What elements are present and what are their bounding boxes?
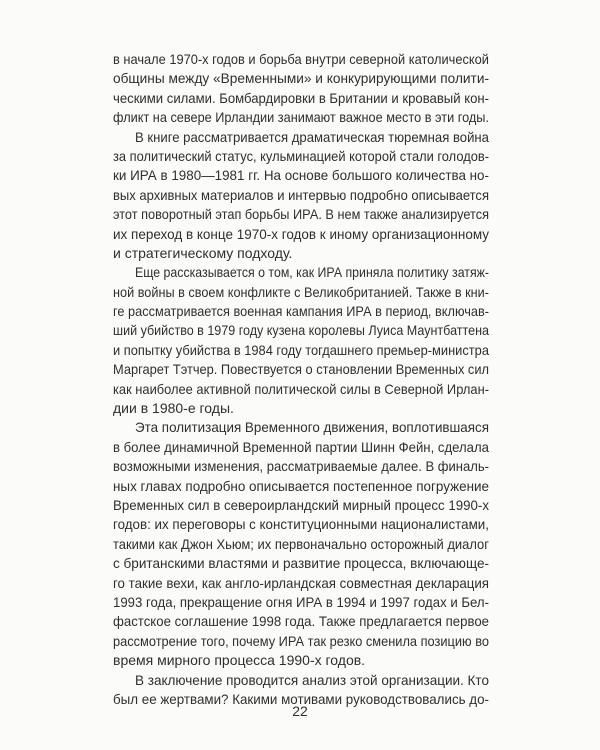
paragraph [113,128,489,264]
text-line: фликт на севере Ирландии занимают важное место в эти годы. [113,109,489,126]
text-line: Эта политизация Временного движения, воплотившаяся [135,419,490,436]
paragraph [113,418,489,670]
text-line: Еще рассказывается о том, как ИРА приняла политику затяж- [135,264,490,281]
text-line: В заключение проводится анализ этой организации. Кто [135,671,489,688]
text-line: ге рассматривается военная кампания ИРА в период, включав- [113,303,490,320]
paragraph [113,263,489,418]
text-line: в начале 1970-х годов и борьба внутри северной католической [113,51,489,67]
text-line: фастское соглашение 1998 года. Также предлагается первое [113,613,490,630]
text-line: Временных сил в североирландский мирный процесс 1990-х [113,496,490,513]
text-line: дии в 1980-е годы. [113,400,234,417]
text-line: В книге рассматривается драматическая тюремная война [135,128,489,145]
text-line: возможными изменения, рассматриваемые далее. В финаль- [113,458,489,475]
text-line: 1993 года, прекращение огня ИРА в 1994 и 1997 годах и Бел- [113,593,489,610]
text-line: ческими силами. Бомбардировки в Британии и кровавый кон- [113,89,490,106]
text-line: годов: их переговоры с конституционными националистами, [113,516,489,533]
text-line: за политический статус, кульминацией которой стали голодов- [113,147,490,164]
text-line: этот поворотный этап борьбы ИРА. В нем также анализируется [113,206,489,223]
text-line: ки ИРА в 1980—1981 гг. На основе большого количества но- [113,167,490,184]
text-line: и стратегическому подходу. [113,244,293,261]
text-line: вых архивных материалов и интервью подробно описывается [113,186,489,203]
text-line: их переход в конце 1970-х годов к иному организационному [113,225,490,242]
text-line: ной войны в своем конфликте с Великобританией. Также в кни- [113,283,490,300]
text-line: в более динамичной Временной партии Шинн Фейн, сделала [113,438,490,455]
text-line: и попытку убийства в 1984 году тогдашнего премьер-министра [113,341,489,358]
text-line: такими как Джон Хьюм; их первоначально осторожный диалог [113,535,489,552]
page-number: 22 [292,703,308,719]
text-line: ший убийство в 1979 году кузена королевы Луиса Маунтбаттена [113,322,489,339]
text-line: был ее жертвами? Какими мотивами руководствовались до- [113,690,489,707]
text-line: Маргарет Тэтчер. Повествуется о становлении Временных сил [113,361,490,378]
text-line: время мирного процесса 1990-х годов. [113,652,366,669]
paragraph [113,50,489,128]
text-line: с британскими властями и развитие процесса, включающе- [113,555,490,572]
text-line: ных главах подробно описывается постепенное погружение [113,477,490,494]
text-line: го такие вехи, как англо-ирландская совместная декларация [113,574,490,591]
text-line: рассмотрение того, почему ИРА так резко сменила позицию во [113,632,489,649]
text-line: общины между «Временными» и конкурирующими полити- [113,70,490,87]
text-line: как наиболее активной политической силы в Северной Ирлан- [113,380,489,397]
body-text [113,50,489,709]
